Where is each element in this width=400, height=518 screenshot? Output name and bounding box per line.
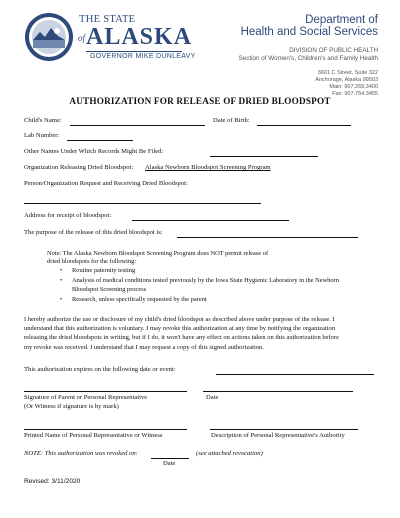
bullet-3-marker: • <box>60 296 63 303</box>
dob-field[interactable] <box>257 125 351 126</box>
revoked-note-label: NOTE: This authorization was revoked on: <box>24 450 138 457</box>
purpose-label: The purpose of the release of this dried bloodspot is: <box>24 229 163 236</box>
note-line-1: Note: The Alaska Newborn Bloodspot Screening Program does NOT permit release of <box>47 250 269 257</box>
other-names-field[interactable] <box>210 156 318 157</box>
expires-label: This authorization expires on the following date or event: <box>24 366 176 373</box>
requesting-org-field[interactable] <box>24 203 261 204</box>
note-block <box>47 250 377 267</box>
org-releasing-value: Alaska Newborn Bloodspot Screening Program <box>145 164 271 171</box>
division-info <box>239 47 378 63</box>
address-label: Address for receipt of bloodspot: <box>24 212 112 219</box>
revision-date: Revised: 3/11/2020 <box>24 478 81 485</box>
bullet-2-marker: • <box>60 277 63 284</box>
revoked-date-label: Date <box>163 460 176 467</box>
authorization-line-1: I hereby authorize the use or disclosure of my child's dried bloodspot as described above under purpose of the release. I <box>24 316 335 323</box>
org-releasing-label: Organization Releasing Dried Bloodspot: <box>24 164 134 171</box>
bullet-2: Analysis of medical conditions tested previously by the Iowa State Hygienic Laboratory in the Newborn <box>72 277 339 284</box>
division-name: DIVISION OF PUBLIC HEALTH <box>289 47 378 54</box>
note-line-2: dried bloodspots for the following: <box>47 258 137 266</box>
bullet-2-continued: Bloodspot Screening process <box>72 286 147 293</box>
authorization-paragraph <box>24 315 384 352</box>
phone-main: Main: 907.269.3400 <box>329 84 378 90</box>
alaska-state-seal-icon <box>24 12 74 62</box>
revoked-note-suffix: (see attached revocation) <box>196 450 263 457</box>
address-block <box>315 70 378 98</box>
bullet-1: Routine paternity testing <box>72 267 136 274</box>
state-of-label: of <box>78 33 86 43</box>
section-name: Section of Women's, Children's and Family Health <box>238 55 378 62</box>
dob-label: Date of Birth: <box>213 117 250 124</box>
signature-label: Signature of Parent or Personal Representative <box>24 394 148 401</box>
authorization-line-4: my revoke was received. I understand that I may request a copy of this signed authorization. <box>24 343 264 351</box>
signature-date-label: Date <box>206 394 219 401</box>
signature-line[interactable] <box>24 391 187 392</box>
state-name-logo: ALASKA <box>86 24 193 50</box>
authority-description-line[interactable] <box>210 429 358 430</box>
logo-divider <box>86 51 182 52</box>
state-label: THE STATE <box>79 14 136 25</box>
authorization-line-3: releasing the dried bloodspots in writing, but if I do, it won't have any effect on actions taken on this authorization before <box>24 334 339 342</box>
authority-description-label: Description of Personal Representative's Authority <box>211 432 345 439</box>
address-field[interactable] <box>132 220 289 221</box>
lab-number-field[interactable] <box>67 140 133 141</box>
address-line-1: 3601 C Street, Suite 322 <box>317 70 378 76</box>
printed-name-line[interactable] <box>24 429 187 430</box>
phone-fax: Fax: 907.754.3455 <box>332 91 378 97</box>
signature-date-line[interactable] <box>203 391 353 392</box>
address-line-2: Anchorage, Alaska 99503 <box>315 77 378 83</box>
department-line-2: Health and Social Services <box>240 26 378 38</box>
bullet-1-marker: • <box>60 267 63 274</box>
signature-sublabel: (Or Witness if signature is by mark) <box>24 403 119 410</box>
department-name <box>241 14 378 38</box>
form-title: AUTHORIZATION FOR RELEASE OF DRIED BLOODSPOT <box>69 96 331 106</box>
child-name-label: Child's Name: <box>24 117 62 124</box>
authorization-line-2: understand that this authorization is voluntary. I may revoke this authorization at any time by notifying the organization <box>24 325 336 333</box>
department-line-1: Department of <box>305 14 378 26</box>
expires-field[interactable] <box>216 374 374 375</box>
printed-name-label: Printed Name of Personal Representative or Witness <box>24 432 163 439</box>
governor-label: GOVERNOR MIKE DUNLEAVY <box>90 53 196 60</box>
child-name-field[interactable] <box>70 125 205 126</box>
other-names-label: Other Names Under Which Records Might Be Filed: <box>24 148 164 155</box>
bullet-3: Research, unless specifically requested by the parent <box>72 296 207 303</box>
lab-number-label: Lab Number: <box>24 132 60 139</box>
revoked-date-field[interactable] <box>151 458 189 459</box>
requesting-org-label: Person/Organization Request and Receiving Dried Bloodspot: <box>24 180 188 187</box>
purpose-field[interactable] <box>177 237 358 238</box>
